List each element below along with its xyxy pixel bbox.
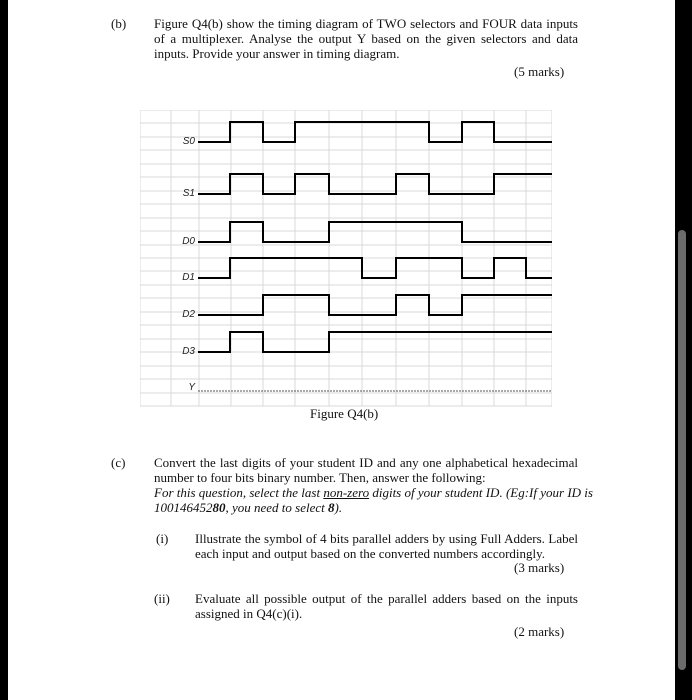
signal-label-s1: S1 <box>182 188 195 199</box>
timing-diagram <box>140 110 552 410</box>
q4c-note-line1: For this question, select the last non-zero digits of your student ID. (Eg:If your ID is <box>154 485 593 500</box>
q4b-text-line3: inputs. Provide your answer in timing diagram. <box>154 46 400 61</box>
q4b-text-line1: Figure Q4(b) show the timing diagram of TWO selectors and FOUR data inputs <box>154 16 578 31</box>
figure-caption: Figure Q4(b) <box>310 406 379 421</box>
q4b-label: (b) <box>111 16 127 31</box>
part-ii-marks: (2 marks) <box>514 624 565 639</box>
signal-label-s0: S0 <box>182 136 195 147</box>
part-i-line1: Illustrate the symbol of 4 bits parallel adders by using Full Adders. Label <box>195 531 578 546</box>
q4b-marks: (5 marks) <box>514 64 565 79</box>
signal-label-y: Y <box>188 382 195 393</box>
q4c-text-line1: Convert the last digits of your student ID and any one alphabetical hexadecimal <box>154 455 578 470</box>
part-i-line2: each input and output based on the converted numbers accordingly. <box>195 546 546 561</box>
document-page <box>8 0 675 700</box>
signal-label-d0: D0 <box>182 236 195 247</box>
underlined-non-zero: non-zero <box>323 485 370 500</box>
part-ii-line2: assigned in Q4(c)(i). <box>195 606 303 621</box>
part-i-label: (i) <box>156 531 169 546</box>
q4c-text-line2: number to four bits binary number. Then, answer the following: <box>154 470 486 485</box>
part-i-marks: (3 marks) <box>514 560 565 575</box>
signal-label-d3: D3 <box>182 346 195 357</box>
signal-label-d1: D1 <box>182 272 195 283</box>
signal-label-d2: D2 <box>182 309 195 320</box>
part-ii-label: (ii) <box>154 591 170 606</box>
part-ii-line1: Evaluate all possible output of the parallel adders based on the inputs <box>195 591 578 606</box>
scrollbar-thumb[interactable] <box>678 230 686 670</box>
q4c-note-line2: 10014645280, you need to select 8). <box>154 500 343 515</box>
q4b-text-line2: of a multiplexer. Analyse the output Y based on the given selectors and data <box>154 31 578 46</box>
q4c-label: (c) <box>111 455 126 470</box>
